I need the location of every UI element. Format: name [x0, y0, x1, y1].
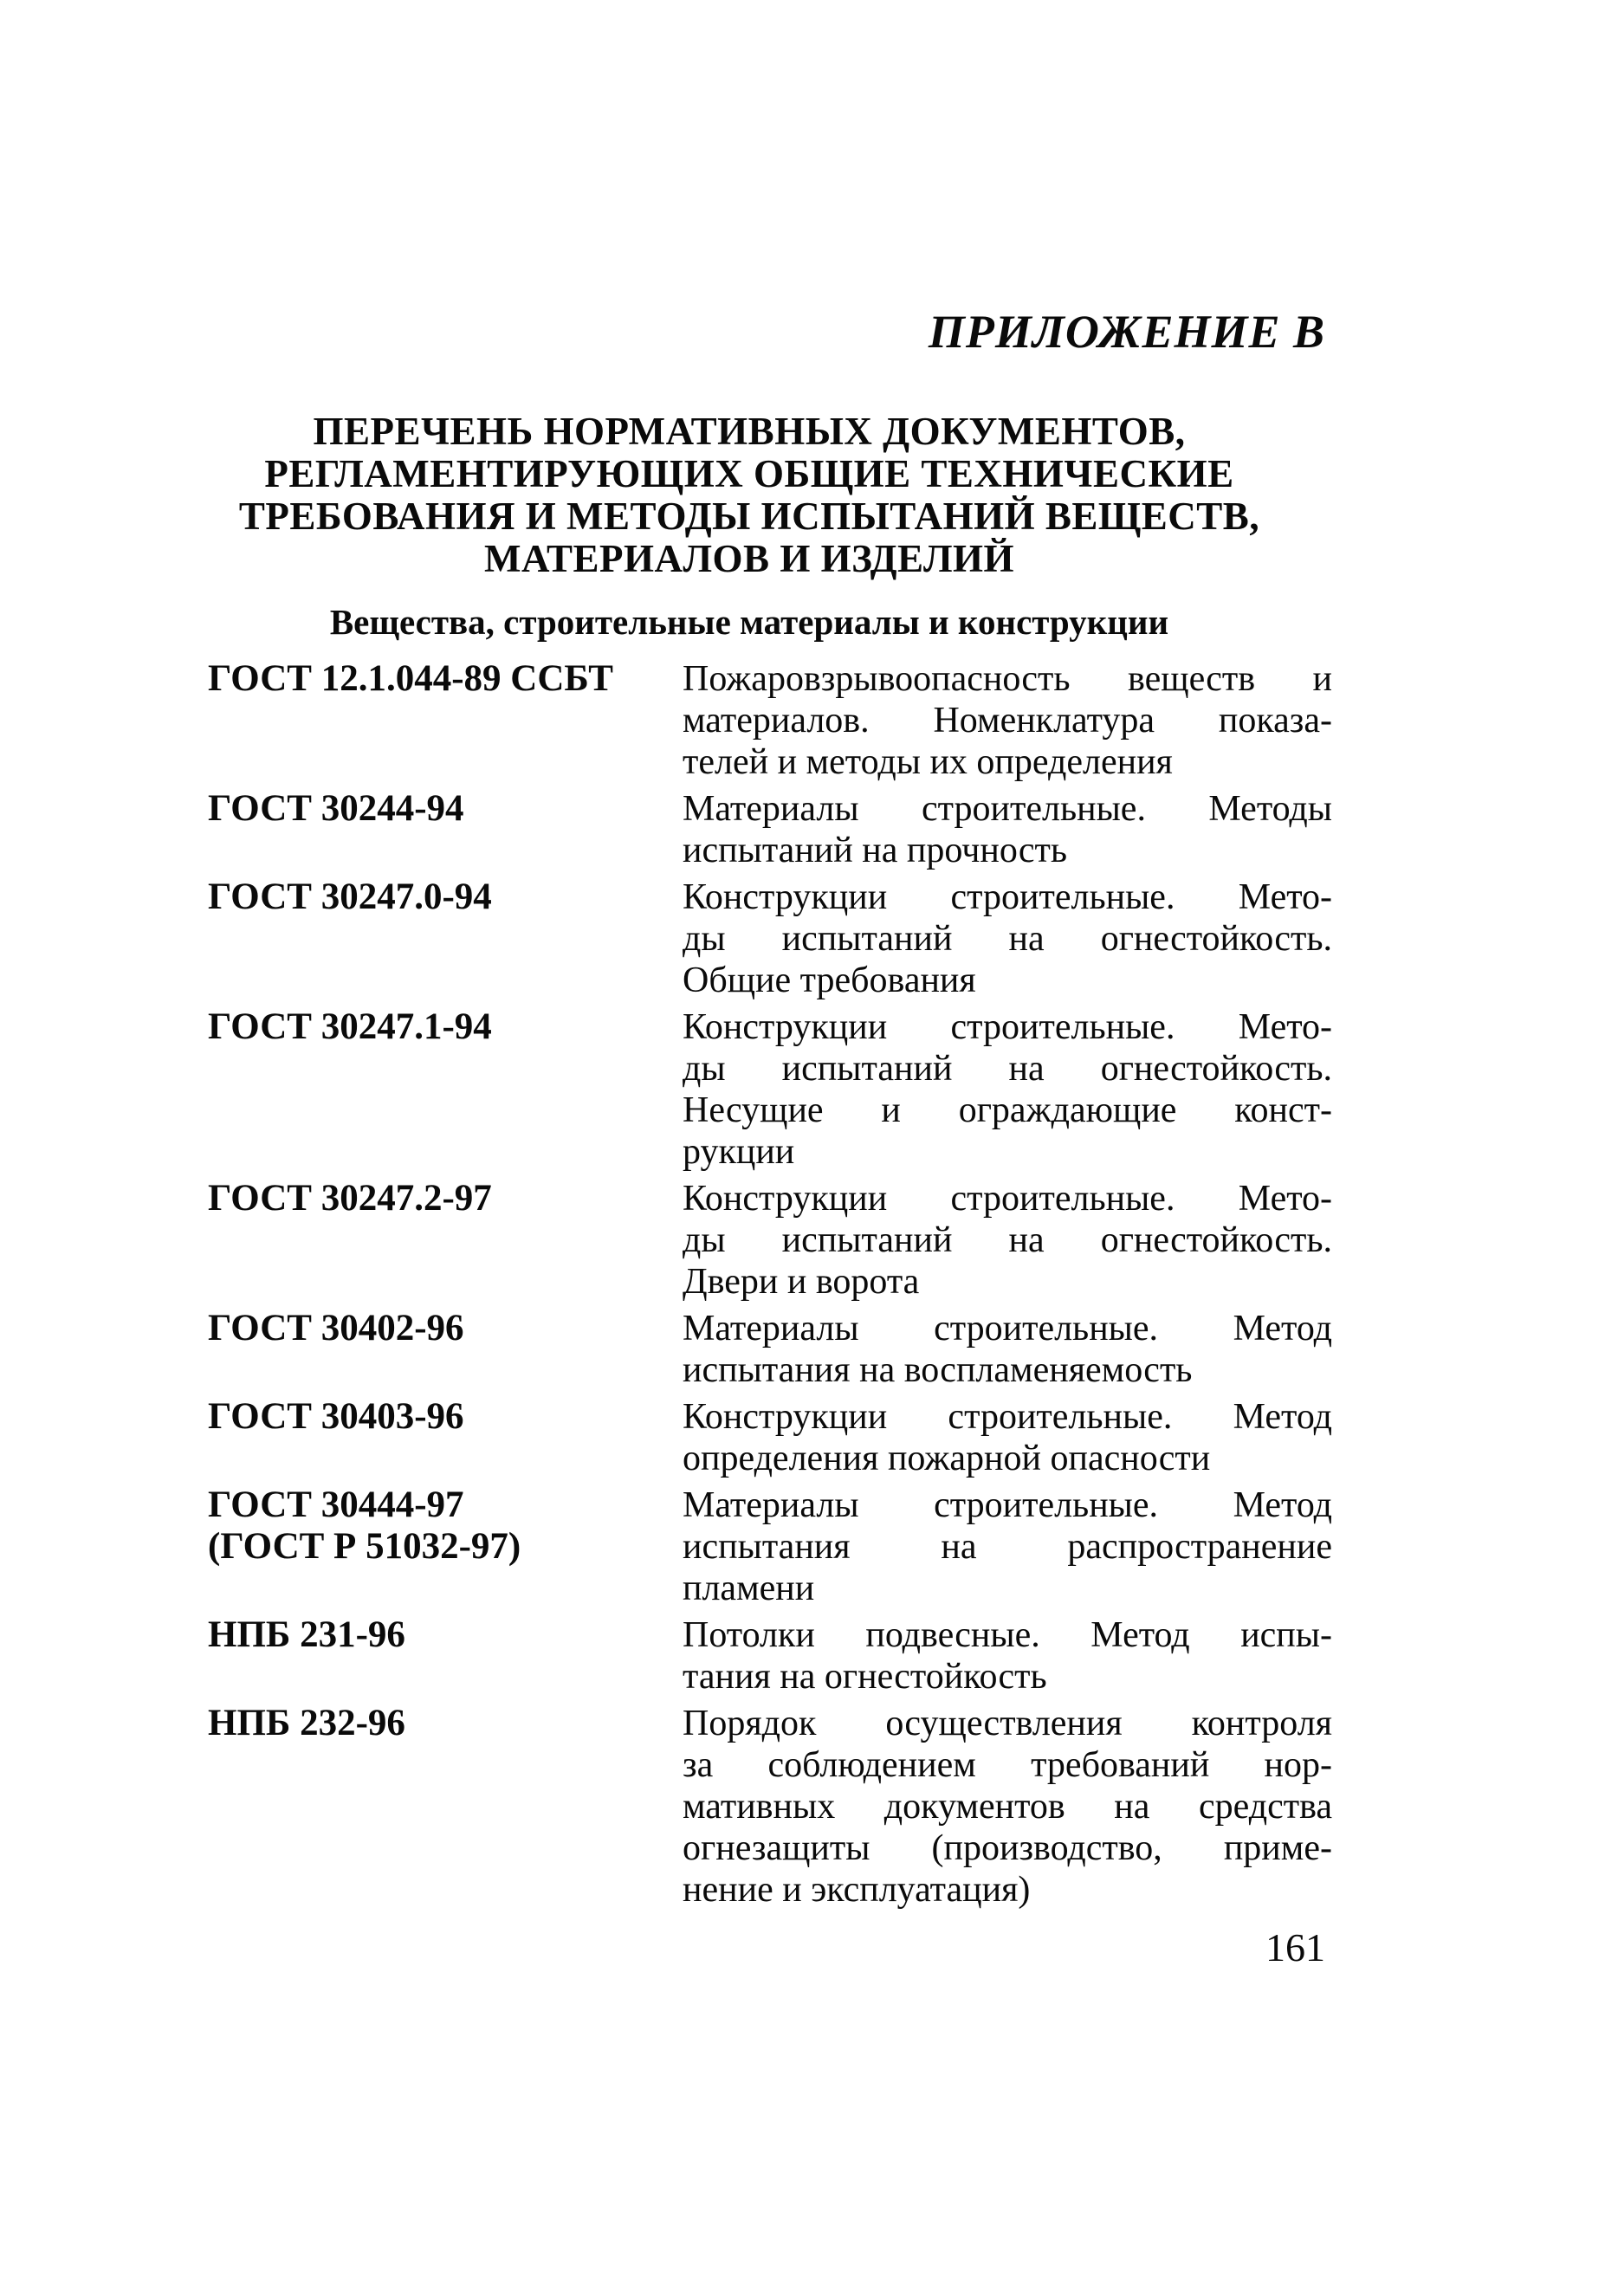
appendix-title: ПРИЛОЖЕНИЕ В — [928, 306, 1325, 358]
standard-description-line: Общие требования — [683, 960, 976, 1000]
standard-description-line: испытания на распространение — [683, 1527, 1332, 1567]
standard-code — [208, 658, 683, 700]
standard-description-line: Двери и ворота — [683, 1262, 920, 1302]
standard-code-line: ГОСТ 30247.0-94 — [208, 876, 492, 917]
standard-entry — [208, 1614, 1334, 1698]
standard-description — [683, 1178, 1332, 1303]
standard-description — [683, 1006, 1332, 1173]
main-heading-line: МАТЕРИАЛОВ И ИЗДЕЛИЙ — [483, 537, 1014, 580]
standard-description — [683, 788, 1332, 871]
standard-description-line: испытаний на прочность — [683, 831, 1068, 870]
standard-description-line: ды испытаний на огнестойкость. — [683, 1220, 1332, 1260]
standard-code-line: ГОСТ 30403-96 — [208, 1396, 464, 1437]
main-heading-line: ТРЕБОВАНИЯ И МЕТОДЫ ИСПЫТАНИЙ ВЕЩЕСТВ, — [238, 495, 1260, 538]
standard-code — [208, 1614, 683, 1656]
standard-description-line: Конструкции строительные. Мето- — [683, 1007, 1332, 1047]
standard-entry — [208, 788, 1334, 871]
page-number: 161 — [1265, 1925, 1325, 1969]
standard-description-line: определения пожарной опасности — [683, 1439, 1211, 1478]
standard-entry — [208, 1178, 1334, 1303]
standard-description-line: Материалы строительные. Методы — [683, 789, 1332, 829]
standard-code-line: ГОСТ 30402-96 — [208, 1308, 464, 1348]
standard-description — [683, 1614, 1332, 1698]
standard-description-line: Конструкции строительные. Мето- — [683, 1179, 1332, 1219]
section-subtitle: Вещества, строительные материалы и конструкции — [329, 602, 1169, 642]
standard-code — [208, 1006, 683, 1048]
standard-entry — [208, 1396, 1334, 1479]
standard-description-line: ды испытаний на огнестойкость. — [683, 919, 1332, 959]
standard-code — [208, 1396, 683, 1438]
main-heading — [208, 411, 1291, 580]
standard-code — [208, 1308, 683, 1349]
standard-entry — [208, 1703, 1334, 1911]
standard-description-line: испытания на воспламеняемость — [683, 1350, 1193, 1390]
standard-code-line: ГОСТ 30247.1-94 — [208, 1006, 492, 1047]
standard-description-line: огнезащиты (производство, приме- — [683, 1828, 1332, 1868]
standard-description-line: пламени — [683, 1568, 815, 1608]
standard-description-line: Материалы строительные. Метод — [683, 1485, 1332, 1525]
standard-description-line: мативных документов на средства — [683, 1787, 1332, 1827]
standard-entry — [208, 658, 1334, 783]
standards-list — [208, 658, 1334, 1916]
standard-description-line: Потолки подвесные. Метод испы- — [683, 1615, 1332, 1655]
main-heading-line: ПЕРЕЧЕНЬ НОРМАТИВНЫХ ДОКУМЕНТОВ, — [313, 410, 1186, 453]
standard-entry — [208, 1006, 1334, 1173]
standard-entry — [208, 1484, 1334, 1609]
standard-description-line: ды испытаний на огнестойкость. — [683, 1049, 1332, 1089]
standard-code — [208, 1178, 683, 1219]
standard-entry — [208, 1308, 1334, 1391]
standard-description — [683, 658, 1332, 783]
standard-description-line: Пожаровзрывоопасность веществ и — [683, 659, 1332, 699]
standard-entry — [208, 876, 1334, 1001]
standard-description — [683, 1396, 1332, 1479]
standard-code-line: НПБ 231-96 — [208, 1614, 405, 1655]
standard-description-line: нение и эксплуатация) — [683, 1870, 1031, 1910]
standard-code-line: ГОСТ 12.1.044-89 ССБТ — [208, 658, 613, 699]
standard-description-line: Конструкции строительные. Метод — [683, 1397, 1332, 1437]
standard-description-line: телей и методы их определения — [683, 742, 1173, 782]
standard-description-line: Материалы строительные. Метод — [683, 1309, 1332, 1348]
standard-code — [208, 876, 683, 918]
standard-code — [208, 1484, 683, 1568]
standard-code-line: (ГОСТ Р 51032-97) — [208, 1526, 521, 1567]
standard-code-line: ГОСТ 30247.2-97 — [208, 1178, 492, 1219]
standard-code — [208, 788, 683, 830]
standard-description — [683, 876, 1332, 1001]
standard-description-line: Несущие и ограждающие конст- — [683, 1090, 1332, 1130]
standard-description-line: рукции — [683, 1132, 795, 1172]
standard-code-line: НПБ 232-96 — [208, 1703, 405, 1743]
main-heading-line: РЕГЛАМЕНТИРУЮЩИХ ОБЩИЕ ТЕХНИЧЕСКИЕ — [264, 452, 1234, 495]
standard-code-line: ГОСТ 30444-97 — [208, 1484, 464, 1525]
standard-description — [683, 1703, 1332, 1911]
standard-code — [208, 1703, 683, 1744]
standard-description-line: тания на огнестойкость — [683, 1657, 1047, 1697]
standard-description-line: материалов. Номенклатура показа- — [683, 701, 1332, 741]
standard-description-line: за соблюдением требований нор- — [683, 1745, 1332, 1785]
standard-description — [683, 1308, 1332, 1391]
standard-description-line: Порядок осуществления контроля — [683, 1704, 1332, 1743]
standard-code-line: ГОСТ 30244-94 — [208, 788, 464, 829]
standard-description — [683, 1484, 1332, 1609]
standard-description-line: Конструкции строительные. Мето- — [683, 877, 1332, 917]
